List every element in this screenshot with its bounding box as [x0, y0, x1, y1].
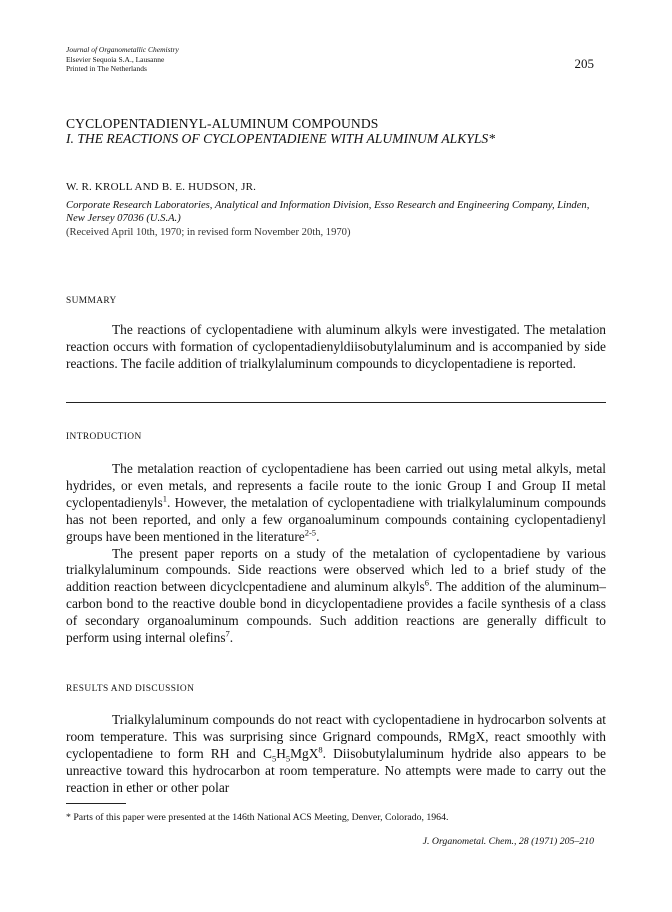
intro-p2-text-b: . The addition of the aluminum–carbon bond to the reactive double bond in dicyclopentadiene provides a facile synthesis of a class of secondary organoaluminum compounds. Such addition reactions are generally difficult to perform using internal olefins [66, 579, 606, 646]
footnote-divider [66, 803, 126, 804]
intro-p1-text-b: . However, the metalation of cyclopentadiene with trialkylaluminum compounds has not been reported, and only a few organoaluminum compounds containing cyclopentadienyl groups have been mentioned in the literature [66, 494, 606, 544]
affiliation: Corporate Research Laboratories, Analytical and Information Division, Esso Research and Engineering Company, Linden, New Jersey 07036 (U.S.A.) [66, 200, 590, 225]
results-heading: RESULTS AND DISCUSSION [66, 684, 195, 694]
summary-paragraph [66, 322, 606, 373]
intro-paragraph-2 [66, 546, 606, 647]
results-text-d: . Diisobutylaluminum hydride also appears to be unreactive toward this hydrocarbon at room temperature. No attempts were made to carry out the reaction in ether or other polar [66, 745, 607, 795]
intro-p2-text-c: . [229, 630, 234, 646]
reference-mark: 1 [162, 493, 167, 504]
reference-mark: 6 [424, 577, 429, 588]
reference-mark: 2-5 [304, 527, 317, 538]
intro-p2-text-a: The present paper reports on a study of the metalation of cyclopentadiene by various trialkylaluminum compounds. Side reactions were observed which led to a brief study of the addition reaction between dicyclcpentadiene and aluminum alkyls [66, 545, 606, 595]
article-subtitle: I. THE REACTIONS OF CYCLOPENTADIENE WITH ALUMINUM ALKYLS* [66, 131, 495, 146]
intro-paragraph-1 [66, 461, 606, 546]
authors: W. R. KROLL AND B. E. HUDSON, JR. [66, 181, 257, 193]
introduction-heading: INTRODUCTION [66, 432, 142, 442]
summary-heading: SUMMARY [66, 296, 117, 306]
results-paragraph-1 [66, 712, 606, 797]
results-text-c: MgX [290, 745, 319, 761]
journal-name: Journal of Organometallic Chemistry [66, 45, 179, 54]
printed-in: Printed in The Netherlands [66, 64, 147, 73]
publisher: Elsevier Sequoia S.A., Lausanne [66, 54, 165, 64]
masthead [66, 45, 179, 74]
reference-mark: 8 [318, 744, 323, 755]
summary-text: The reactions of cyclopentadiene with aluminum alkyls were investigated. The metalation reaction occurs with formation of cyclopentadienyldiisobutylaluminum and is accompanied by side reactions. The facile addition of trialkylaluminum compounds to dicyclopentadiene is reported. [66, 322, 606, 371]
subscript: 5 [271, 753, 277, 764]
summary-divider [66, 402, 606, 403]
intro-p1-text-a: The metalation reaction of cyclopentadiene has been carried out using metal alkyls, metal hydrides, or even metals, and represents a facile route to the ionic Group I and Group II metal cyclopentadienyls [66, 461, 606, 510]
article-title: CYCLOPENTADIENYL-ALUMINUM COMPOUNDS [66, 116, 379, 131]
footnote: * Parts of this paper were presented at the 146th National ACS Meeting, Denver, Colorado, 1964. [66, 812, 449, 823]
subscript: 5 [285, 753, 291, 764]
introduction-body [66, 461, 606, 647]
intro-p1-text-c: . [316, 528, 320, 544]
page-number: 205 [574, 56, 594, 71]
journal-citation: J. Organometal. Chem., 28 (1971) 205–210 [422, 836, 594, 847]
reference-mark: 7 [225, 628, 230, 639]
received-dates: (Received April 10th, 1970; in revised form November 20th, 1970) [66, 227, 351, 238]
results-text-b: H [276, 745, 286, 761]
results-text-a: Trialkylaluminum compounds do not react with cyclopentadiene in hydrocarbon solvents at room temperature. This was surprising since Grignard compounds, RMgX, react smoothly with cyclopentadiene to form RH and C [66, 712, 606, 761]
results-body [66, 712, 606, 797]
